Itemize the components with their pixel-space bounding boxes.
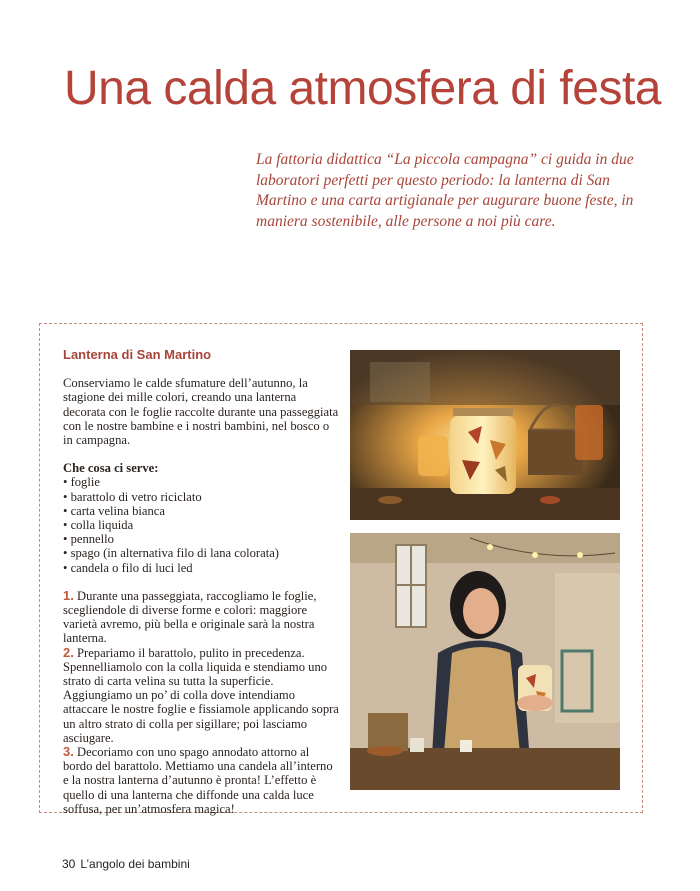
- materials-item: • carta velina bianca: [63, 504, 341, 518]
- step-text: Decoriamo con uno spago annodato attorno al bordo del barattolo. Mettiamo una candela all’interno e la nostra lanterna d’autunno è pronta! L’effetto è quello di una lanterna che diffonde una calda luce soffusa, per un’atmosfera magica!: [63, 745, 333, 816]
- page-footer: [62, 857, 190, 871]
- materials-item: • candela o filo di luci led: [63, 561, 341, 575]
- step-number: 1.: [63, 587, 74, 603]
- intro-text: La fattoria didattica “La piccola campagna” ci guida in due laboratori perfetti per questo periodo: la lanterna di San Martino e una carta artigianale per augurare buone feste, in maniera sostenibile, alle persone a noi più care.: [256, 151, 634, 230]
- step-3: [63, 745, 341, 816]
- materials-item: • pennello: [63, 532, 341, 546]
- step-number: 3.: [63, 744, 74, 760]
- article-text-column: [63, 348, 341, 816]
- materials-item: • colla liquida: [63, 518, 341, 532]
- article-paragraph: Conserviamo le calde sfumature dell’autunno, la stagione dei mille colori, creando una lanterna decorata con le foglie raccolte durante una passeggiata con le nostre bambine e i nostri bambini, nel bosco o in campagna.: [63, 376, 339, 448]
- page-number: 30: [62, 857, 76, 871]
- lantern-photo: [350, 350, 620, 520]
- article-heading: Lanterna di San Martino: [63, 347, 212, 362]
- step-1: [63, 589, 341, 646]
- step-text: Durante una passeggiata, raccogliamo le foglie, scegliendole di diverse forme e colori: maggiore varietà avremo, più bella e originale sarà la nostra lanterna.: [63, 588, 317, 646]
- materials-title: Che cosa ci serve:: [63, 461, 159, 476]
- materials-item: • barattolo di vetro riciclato: [63, 490, 341, 504]
- section-name: L’angolo dei bambini: [80, 857, 190, 871]
- step-text: Prepariamo il barattolo, pulito in precedenza. Spennelliamolo con la colla liquida e stendiamo uno strato di carta velina su tutta la superficie. Aggiungiamo un po’ di colla dove intendiamo attaccare le nostre foglie e fissiamole applicando sopra un altro strato di colla per sigillare; poi lasciamo asciugare.: [63, 645, 339, 745]
- woman-with-lantern-photo: [350, 533, 620, 790]
- materials-item: • spago (in alternativa filo di lana colorata): [63, 546, 341, 560]
- materials-list: [63, 475, 341, 574]
- page-title: Una calda atmosfera di festa: [64, 62, 661, 115]
- materials-item: • foglie: [63, 475, 341, 489]
- step-number: 2.: [63, 644, 74, 660]
- step-2: [63, 646, 341, 745]
